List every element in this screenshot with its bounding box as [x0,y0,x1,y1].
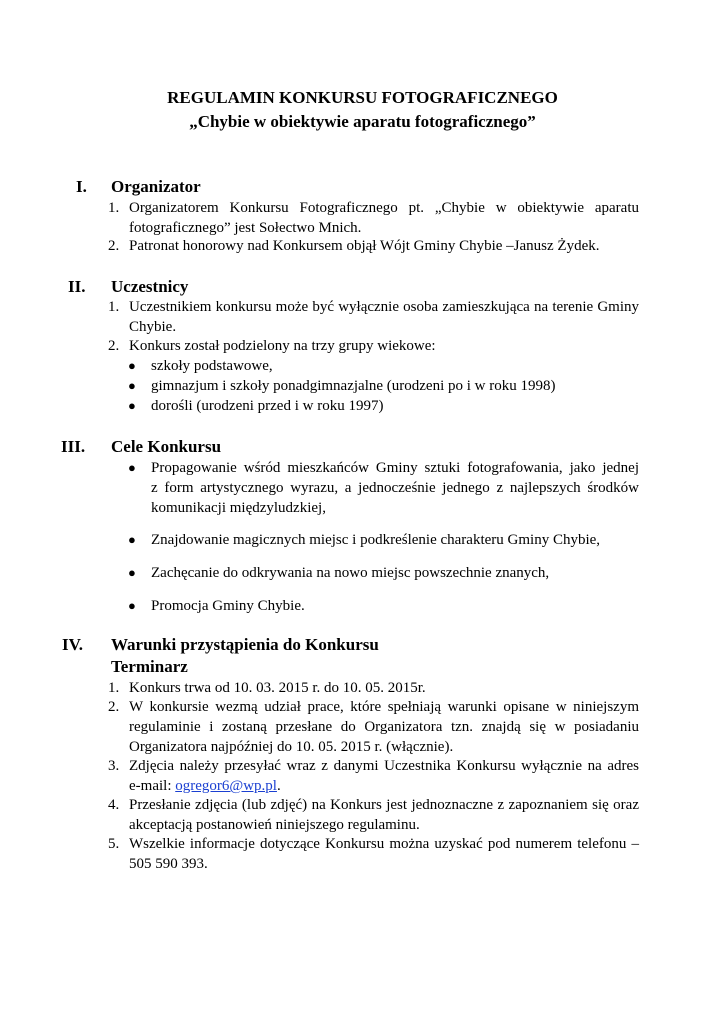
list-item: 3. Zdjęcia należy przesyłać wraz z danymi Uczestnika Konkursu wyłącznie na adres e-mail: ogregor6@wp.pl. [108,758,639,794]
bullet-item: ● Propagowanie wśród mieszkańców Gminy sztuki fotografowania, jako jednej z form artystycznego wyrazu, a jednocześnie jednego z najlepszych środków komunikacji międzyludzkiej, [128,460,639,516]
bullet-item: ● szkoły podstawowe, [128,358,273,374]
section-number-2: II. [68,277,86,296]
list-item: 4. Przesłanie zdjęcia (lub zdjęć) na Konkurs jest jednoznaczne z zapoznaniem się oraz akceptacją postanowień niniejszego regulaminu. [108,797,639,833]
section-number-4: IV. [62,635,83,654]
bullet-item: ● Zachęcanie do odkrywania na nowo miejsc powszechnie znanych, [128,565,550,581]
document-subtitle: „Chybie w obiektywie aparatu fotograficznego” [189,112,536,131]
list-item: 1. Uczestnikiem konkursu może być wyłącznie osoba zamieszkująca na terenie Gminy Chybie. [108,299,639,335]
section-title-organizator: Organizator [111,177,201,196]
section-title-cele: Cele Konkursu [111,437,222,456]
bullet-icon: ● [128,358,136,373]
bullet-icon: ● [128,598,136,613]
bullet-icon: ● [128,398,136,413]
document-title: REGULAMIN KONKURSU FOTOGRAFICZNEGO [167,88,558,107]
bullet-item: ● dorośli (urodzeni przed i w roku 1997) [128,398,384,414]
email-link[interactable]: ogregor6@wp.pl [175,778,277,794]
bullet-item: ● gimnazjum i szkoły ponadgimnazjalne (urodzeni po i w roku 1998) [128,378,556,394]
bullet-icon: ● [128,460,136,475]
section-subtitle-terminarz: Terminarz [111,657,188,676]
list-item: 2. W konkursie wezmą udział prace, które spełniają warunki opisane w niniejszym regulaminie i zostaną przesłane do Organizatora tzn. znajdą się w posiadaniu Organizatora najpóźniej do 10. 05. 2015 r. (włącznie). [108,699,639,755]
list-item: 1. Organizatorem Konkursu Fotograficznego pt. „Chybie w obiektywie aparatu fotograficznego” jest Sołectwo Mnich. [108,200,639,236]
list-item: 2. Konkurs został podzielony na trzy grupy wiekowe: [108,338,436,354]
list-item: 2. Patronat honorowy nad Konkursem objął Wójt Gminy Chybie –Janusz Żydek. [108,238,600,254]
bullet-icon: ● [128,565,136,580]
bullet-icon: ● [128,532,136,547]
list-item: 5. Wszelkie informacje dotyczące Konkursu można uzyskać pod numerem telefonu – 505 590 393. [108,836,639,872]
bullet-item: ● Promocja Gminy Chybie. [128,598,305,614]
bullet-item: ● Znajdowanie magicznych miejsc i podkreślenie charakteru Gminy Chybie, [128,532,601,548]
list-item: 1. Konkurs trwa od 10. 03. 2015 r. do 10. 05. 2015r. [108,680,426,696]
section-number-1: I. [76,177,87,196]
section-title-uczestnicy: Uczestnicy [111,277,189,296]
bullet-icon: ● [128,378,136,393]
section-title-warunki: Warunki przystąpienia do Konkursu [111,635,379,654]
section-number-3: III. [61,437,86,456]
